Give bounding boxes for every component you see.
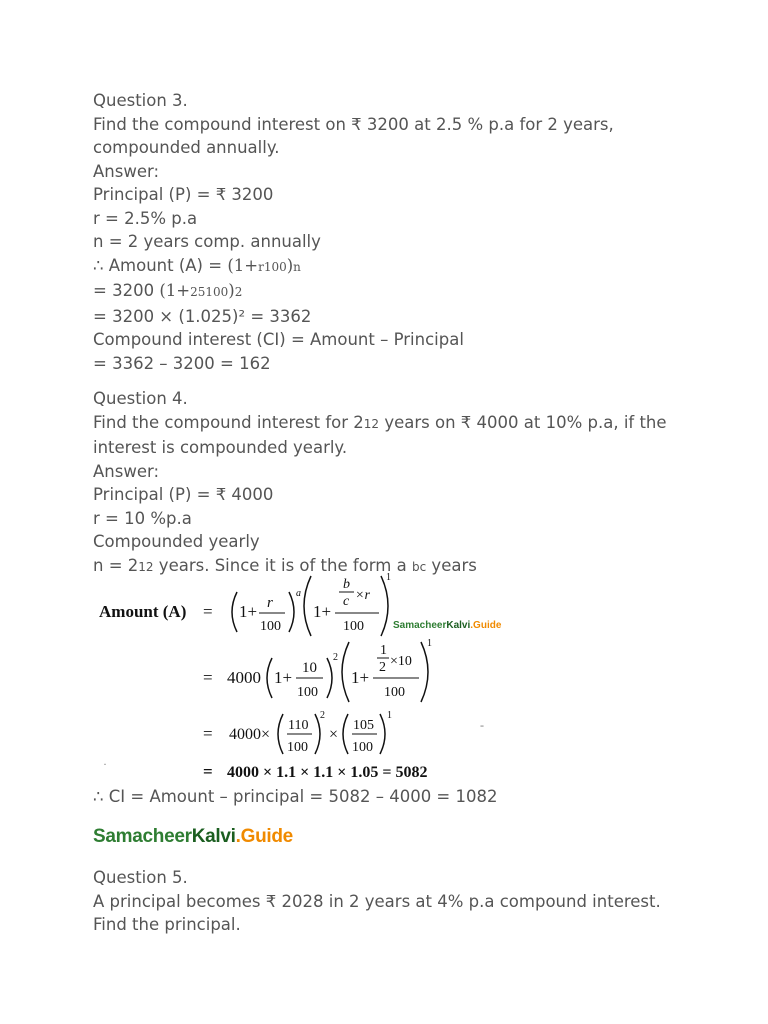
question-4-block (93, 387, 693, 579)
row3-110: 110 (288, 718, 309, 733)
question-5-block (93, 866, 693, 937)
row1-paren-close-2 (381, 576, 388, 636)
q4-heading: Question 4. (93, 389, 188, 408)
q3-amount-formula (93, 254, 693, 280)
row2-ten: 10 (302, 660, 317, 676)
q4-n-part-a: n = 2 (93, 555, 139, 575)
q4-n-part-c: years (426, 555, 477, 575)
figure-watermark (393, 620, 502, 631)
q3-step1-fraction: 25100 (190, 285, 229, 299)
row4-dot: · (103, 757, 107, 771)
q3-heading: Question 3. (93, 91, 188, 110)
row2-half-num: 1 (380, 643, 387, 658)
row3-hundred-1: 100 (287, 740, 308, 755)
samacheerkalvi-logo (93, 826, 293, 848)
q4-n-form: bc (411, 559, 427, 574)
row1-hundred-1: 100 (260, 619, 281, 634)
q3-step-2: = 3200 × (1.025)² = 3362 (93, 306, 312, 326)
row1-r: r (267, 595, 273, 611)
q4-n-fraction: 12 (138, 559, 154, 574)
row3-paren-close-2 (380, 714, 385, 754)
row3-4000-times: 4000× (229, 726, 271, 743)
row2-hundred-2: 100 (384, 685, 405, 700)
row2-hundred-1: 100 (297, 685, 318, 700)
q4-principal: Principal (P) = ₹ 4000 (93, 485, 274, 504)
q3-ci-value: = 3362 – 3200 = 162 (93, 353, 271, 373)
row2-paren-open-2 (342, 642, 349, 702)
q3-amount-prefix: ∴ Amount (A) = (93, 255, 228, 275)
q3-amount-close: ) (286, 255, 294, 275)
q4-ci-block (93, 785, 693, 809)
row2-times-ten: ×10 (390, 654, 412, 669)
q4-question-part-b: years on ₹ 4000 at 10% p.a, if the (379, 412, 667, 432)
row1-paren-open-1 (232, 592, 237, 632)
watermark-part-3: .Guide (470, 620, 502, 631)
row1-b: b (343, 577, 350, 592)
q3-amount-fraction: r100 (258, 259, 287, 274)
q3-amount-open: (1+ (227, 255, 259, 275)
q5-question-line-2: Find the principal. (93, 915, 241, 934)
row3-105: 105 (353, 718, 374, 733)
row1-hundred-2: 100 (343, 619, 364, 634)
q3-ci-definition: Compound interest (CI) = Amount – Principal (93, 330, 464, 349)
question-3-block (93, 89, 693, 375)
amount-label: Amount (A) (99, 602, 187, 621)
row2-one-plus-1: 1+ (274, 668, 293, 687)
row1-paren-close-1 (289, 592, 294, 632)
q3-amount-exponent: n (293, 259, 301, 274)
q4-question-fraction: 12 (363, 416, 380, 431)
q3-principal: Principal (P) = ₹ 3200 (93, 185, 274, 204)
row1-one-plus-2: 1+ (313, 602, 332, 621)
row1-exp-a: a (296, 588, 301, 599)
row3-paren-open-2 (343, 714, 348, 754)
equation-svg (97, 572, 517, 784)
q5-question-line-1: A principal becomes ₹ 2028 in 2 years at 4% p.a compound interest. (93, 891, 661, 911)
row1-c: c (343, 594, 350, 609)
q4-question-line-1 (93, 411, 693, 437)
amount-equation-figure (97, 572, 517, 784)
q4-rate: r = 10 %p.a (93, 508, 192, 528)
row1-equals: = (203, 602, 213, 621)
row3-exp-one: 1 (387, 710, 392, 721)
row2-paren-close-2 (421, 642, 428, 702)
q4-compounding: Compounded yearly (93, 532, 260, 551)
watermark-part-1: Samacheer (393, 620, 447, 631)
q3-time: n = 2 years comp. annually (93, 232, 321, 251)
row3-equals: = (203, 724, 213, 743)
row3-hundred-2: 100 (352, 740, 373, 755)
q3-step1-close: ) (228, 281, 235, 300)
row2-exp-one: 1 (427, 638, 432, 649)
q3-step1-prefix: = 3200 (93, 281, 160, 300)
logo-part-3: .Guide (235, 826, 293, 847)
q4-n-part-b: years. Since it is of the form a (153, 555, 412, 575)
q4-answer-label: Answer: (93, 461, 160, 481)
row3-paren-open-1 (278, 714, 283, 754)
logo-part-1: Samacheer (93, 826, 192, 847)
row2-paren-close-1 (327, 658, 332, 698)
q3-question-line-1: Find the compound interest on ₹ 3200 at 2.5 % p.a for 2 years, (93, 114, 614, 134)
row1-exp-one: 1 (386, 572, 391, 583)
q3-step1-open: (1+ (159, 281, 191, 300)
q4-question-line-2: interest is compounded yearly. (93, 438, 348, 457)
row1-one-plus-1: 1+ (239, 602, 258, 621)
q3-answer-label: Answer: (93, 161, 160, 181)
logo-part-2: Kalvi (191, 826, 236, 847)
row4-final: 4000 × 1.1 × 1.1 × 1.05 = 5082 (227, 764, 428, 781)
q4-question-part-a: Find the compound interest for 2 (93, 412, 364, 432)
row2-paren-open-1 (267, 658, 272, 698)
q5-heading: Question 5. (93, 868, 188, 887)
row1-paren-open-2 (304, 576, 311, 636)
q4-ci-result: ∴ CI = Amount – principal = 5082 – 4000 = 1082 (93, 787, 498, 806)
row2-equals: = (203, 668, 213, 687)
watermark-part-2: Kalvi (446, 620, 471, 631)
row4-equals: = (203, 762, 213, 781)
row2-half-den: 2 (379, 660, 386, 675)
q3-step1-exponent: 2 (234, 285, 243, 299)
q3-rate: r = 2.5% p.a (93, 208, 198, 228)
row3-times: × (329, 726, 339, 743)
row2-4000: 4000 (227, 668, 261, 687)
row1-times-r: ×r (355, 588, 370, 603)
q3-question-line-2: compounded annually. (93, 138, 280, 157)
row3-exp-two: 2 (320, 710, 325, 721)
row3-dash: - (480, 718, 484, 732)
q3-step-1 (93, 279, 693, 305)
row2-one-plus-2: 1+ (351, 668, 370, 687)
row2-exp-two: 2 (333, 652, 338, 663)
